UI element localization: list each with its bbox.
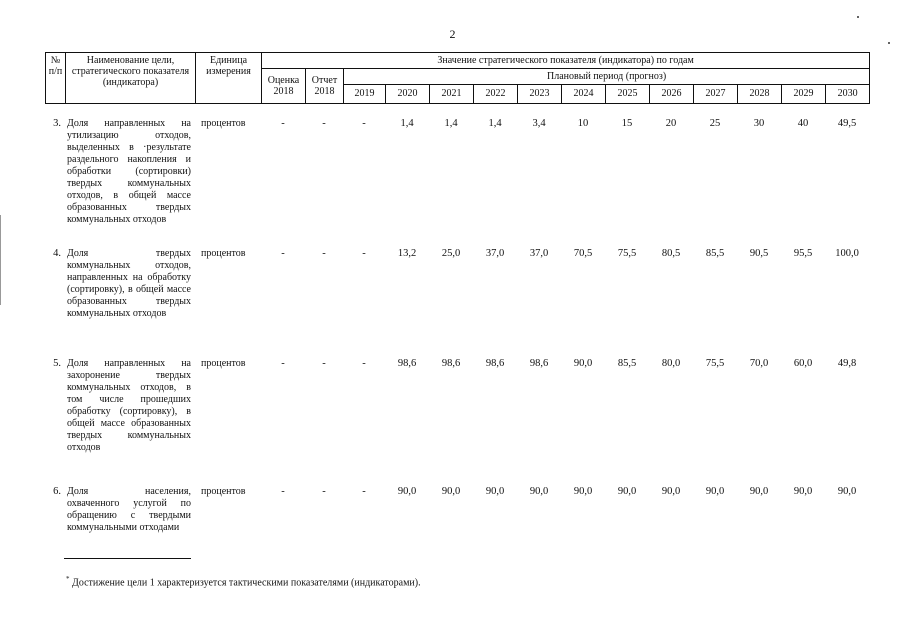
value-cell: 75,5 xyxy=(705,358,725,369)
report-cell: - xyxy=(322,248,326,259)
value-cell: 98,6 xyxy=(441,358,461,369)
value-cell: 60,0 xyxy=(793,358,813,369)
indicator-name: Доля твердых коммунальных отходов, направленных на обработку (сортировку), в общей массе образованных твердых коммунальных отходов xyxy=(67,248,191,319)
value-cell: 40 xyxy=(797,118,809,129)
unit-cell: процентов xyxy=(201,358,246,369)
value-cell: 98,6 xyxy=(529,358,549,369)
value-cell: 90,5 xyxy=(749,248,769,259)
value-cell: 70,5 xyxy=(573,248,593,259)
footnote-marker: * xyxy=(66,575,70,583)
indicator-name: Доля направленных на утилизацию отходов, выделенных в ·результате раздельного накопления и обработки (сортировки) твердых коммунальных отходов, в общей массе образованных твердых коммунальных отходов xyxy=(67,118,191,225)
value-cell: 70,0 xyxy=(749,358,769,369)
value-cell: 95,5 xyxy=(793,248,813,259)
value-cell: 90,0 xyxy=(617,486,637,497)
value-cell: - xyxy=(362,248,366,259)
report-cell: - xyxy=(322,358,326,369)
header-year: 2026 xyxy=(650,85,694,104)
value-cell: 49,8 xyxy=(837,358,857,369)
unit-cell: процентов xyxy=(201,118,246,129)
indicator-table xyxy=(45,116,869,546)
header-values-title: Значение стратегического показателя (индикатора) по годам xyxy=(262,53,870,69)
table-row xyxy=(45,478,869,546)
estimate-cell: - xyxy=(281,486,285,497)
value-cell: 90,0 xyxy=(573,358,593,369)
table-header xyxy=(45,52,870,104)
header-year: 2021 xyxy=(430,85,474,104)
value-cell: 15 xyxy=(621,118,633,129)
unit-cell: процентов xyxy=(201,248,246,259)
value-cell: 90,0 xyxy=(749,486,769,497)
estimate-cell: - xyxy=(281,358,285,369)
header-year: 2019 xyxy=(344,85,386,104)
value-cell: 13,2 xyxy=(397,248,417,259)
value-cell: 30 xyxy=(753,118,765,129)
header-year: 2027 xyxy=(694,85,738,104)
value-cell: 37,0 xyxy=(529,248,549,259)
value-cell: 90,0 xyxy=(441,486,461,497)
value-cell: 90,0 xyxy=(837,486,857,497)
value-cell: 49,5 xyxy=(837,118,857,129)
estimate-cell: - xyxy=(281,248,285,259)
value-cell: - xyxy=(362,118,366,129)
scan-speck xyxy=(888,42,890,44)
header-year: 2020 xyxy=(386,85,430,104)
value-cell: 25 xyxy=(709,118,721,129)
value-cell: 1,4 xyxy=(444,118,458,129)
value-cell: 25,0 xyxy=(441,248,461,259)
table-row xyxy=(45,238,869,350)
value-cell: - xyxy=(362,358,366,369)
value-cell: - xyxy=(362,486,366,497)
row-number: 3. xyxy=(53,118,61,129)
page-number: 2 xyxy=(449,27,456,41)
value-cell: 80,0 xyxy=(661,358,681,369)
value-cell: 3,4 xyxy=(532,118,546,129)
header-year: 2024 xyxy=(562,85,606,104)
value-cell: 90,0 xyxy=(573,486,593,497)
header-report: Отчет 2018 xyxy=(306,69,344,104)
header-year: 2029 xyxy=(782,85,826,104)
value-cell: 90,0 xyxy=(661,486,681,497)
scan-edge-line xyxy=(0,215,1,305)
value-cell: 90,0 xyxy=(485,486,505,497)
header-estimate: Оценка 2018 xyxy=(262,69,306,104)
value-cell: 37,0 xyxy=(485,248,505,259)
value-cell: 85,5 xyxy=(617,358,637,369)
header-year: 2030 xyxy=(826,85,870,104)
scan-speck xyxy=(857,16,859,18)
row-number: 6. xyxy=(53,486,61,497)
value-cell: 100,0 xyxy=(835,248,859,259)
indicator-name: Доля направленных на захоронение твердых коммунальных отходов, в том числе прошедших обработку (сортировку), в общей массе образованных твердых коммунальных отходов xyxy=(67,358,191,453)
value-cell: 90,0 xyxy=(705,486,725,497)
estimate-cell: - xyxy=(281,118,285,129)
value-cell: 90,0 xyxy=(529,486,549,497)
report-cell: - xyxy=(322,118,326,129)
value-cell: 10 xyxy=(577,118,589,129)
row-number: 4. xyxy=(53,248,61,259)
header-year: 2022 xyxy=(474,85,518,104)
value-cell: 98,6 xyxy=(397,358,417,369)
header-year: 2025 xyxy=(606,85,650,104)
table-row xyxy=(45,116,869,238)
value-cell: 75,5 xyxy=(617,248,637,259)
value-cell: 80,5 xyxy=(661,248,681,259)
header-num: № п/п xyxy=(46,53,66,104)
value-cell: 20 xyxy=(665,118,677,129)
value-cell: 98,6 xyxy=(485,358,505,369)
header-name: Наименование цели, стратегического показателя (индикатора) xyxy=(66,53,196,104)
header-year: 2023 xyxy=(518,85,562,104)
row-number: 5. xyxy=(53,358,61,369)
unit-cell: процентов xyxy=(201,486,246,497)
header-plan-period: Плановый период (прогноз) xyxy=(344,69,870,85)
footnote xyxy=(66,575,421,588)
value-cell: 90,0 xyxy=(397,486,417,497)
table-row xyxy=(45,350,869,478)
footnote-text: Достижение цели 1 характеризуется тактическими показателями (индикаторами). xyxy=(72,577,421,589)
footnote-divider xyxy=(64,558,191,559)
value-cell: 1,4 xyxy=(400,118,414,129)
value-cell: 1,4 xyxy=(488,118,502,129)
report-cell: - xyxy=(322,486,326,497)
value-cell: 90,0 xyxy=(793,486,813,497)
value-cell: 85,5 xyxy=(705,248,725,259)
indicator-name: Доля населения, охваченного услугой по обращению с твердыми коммунальными отходами xyxy=(67,486,191,533)
header-unit: Единица измерения xyxy=(196,53,262,104)
header-year: 2028 xyxy=(738,85,782,104)
